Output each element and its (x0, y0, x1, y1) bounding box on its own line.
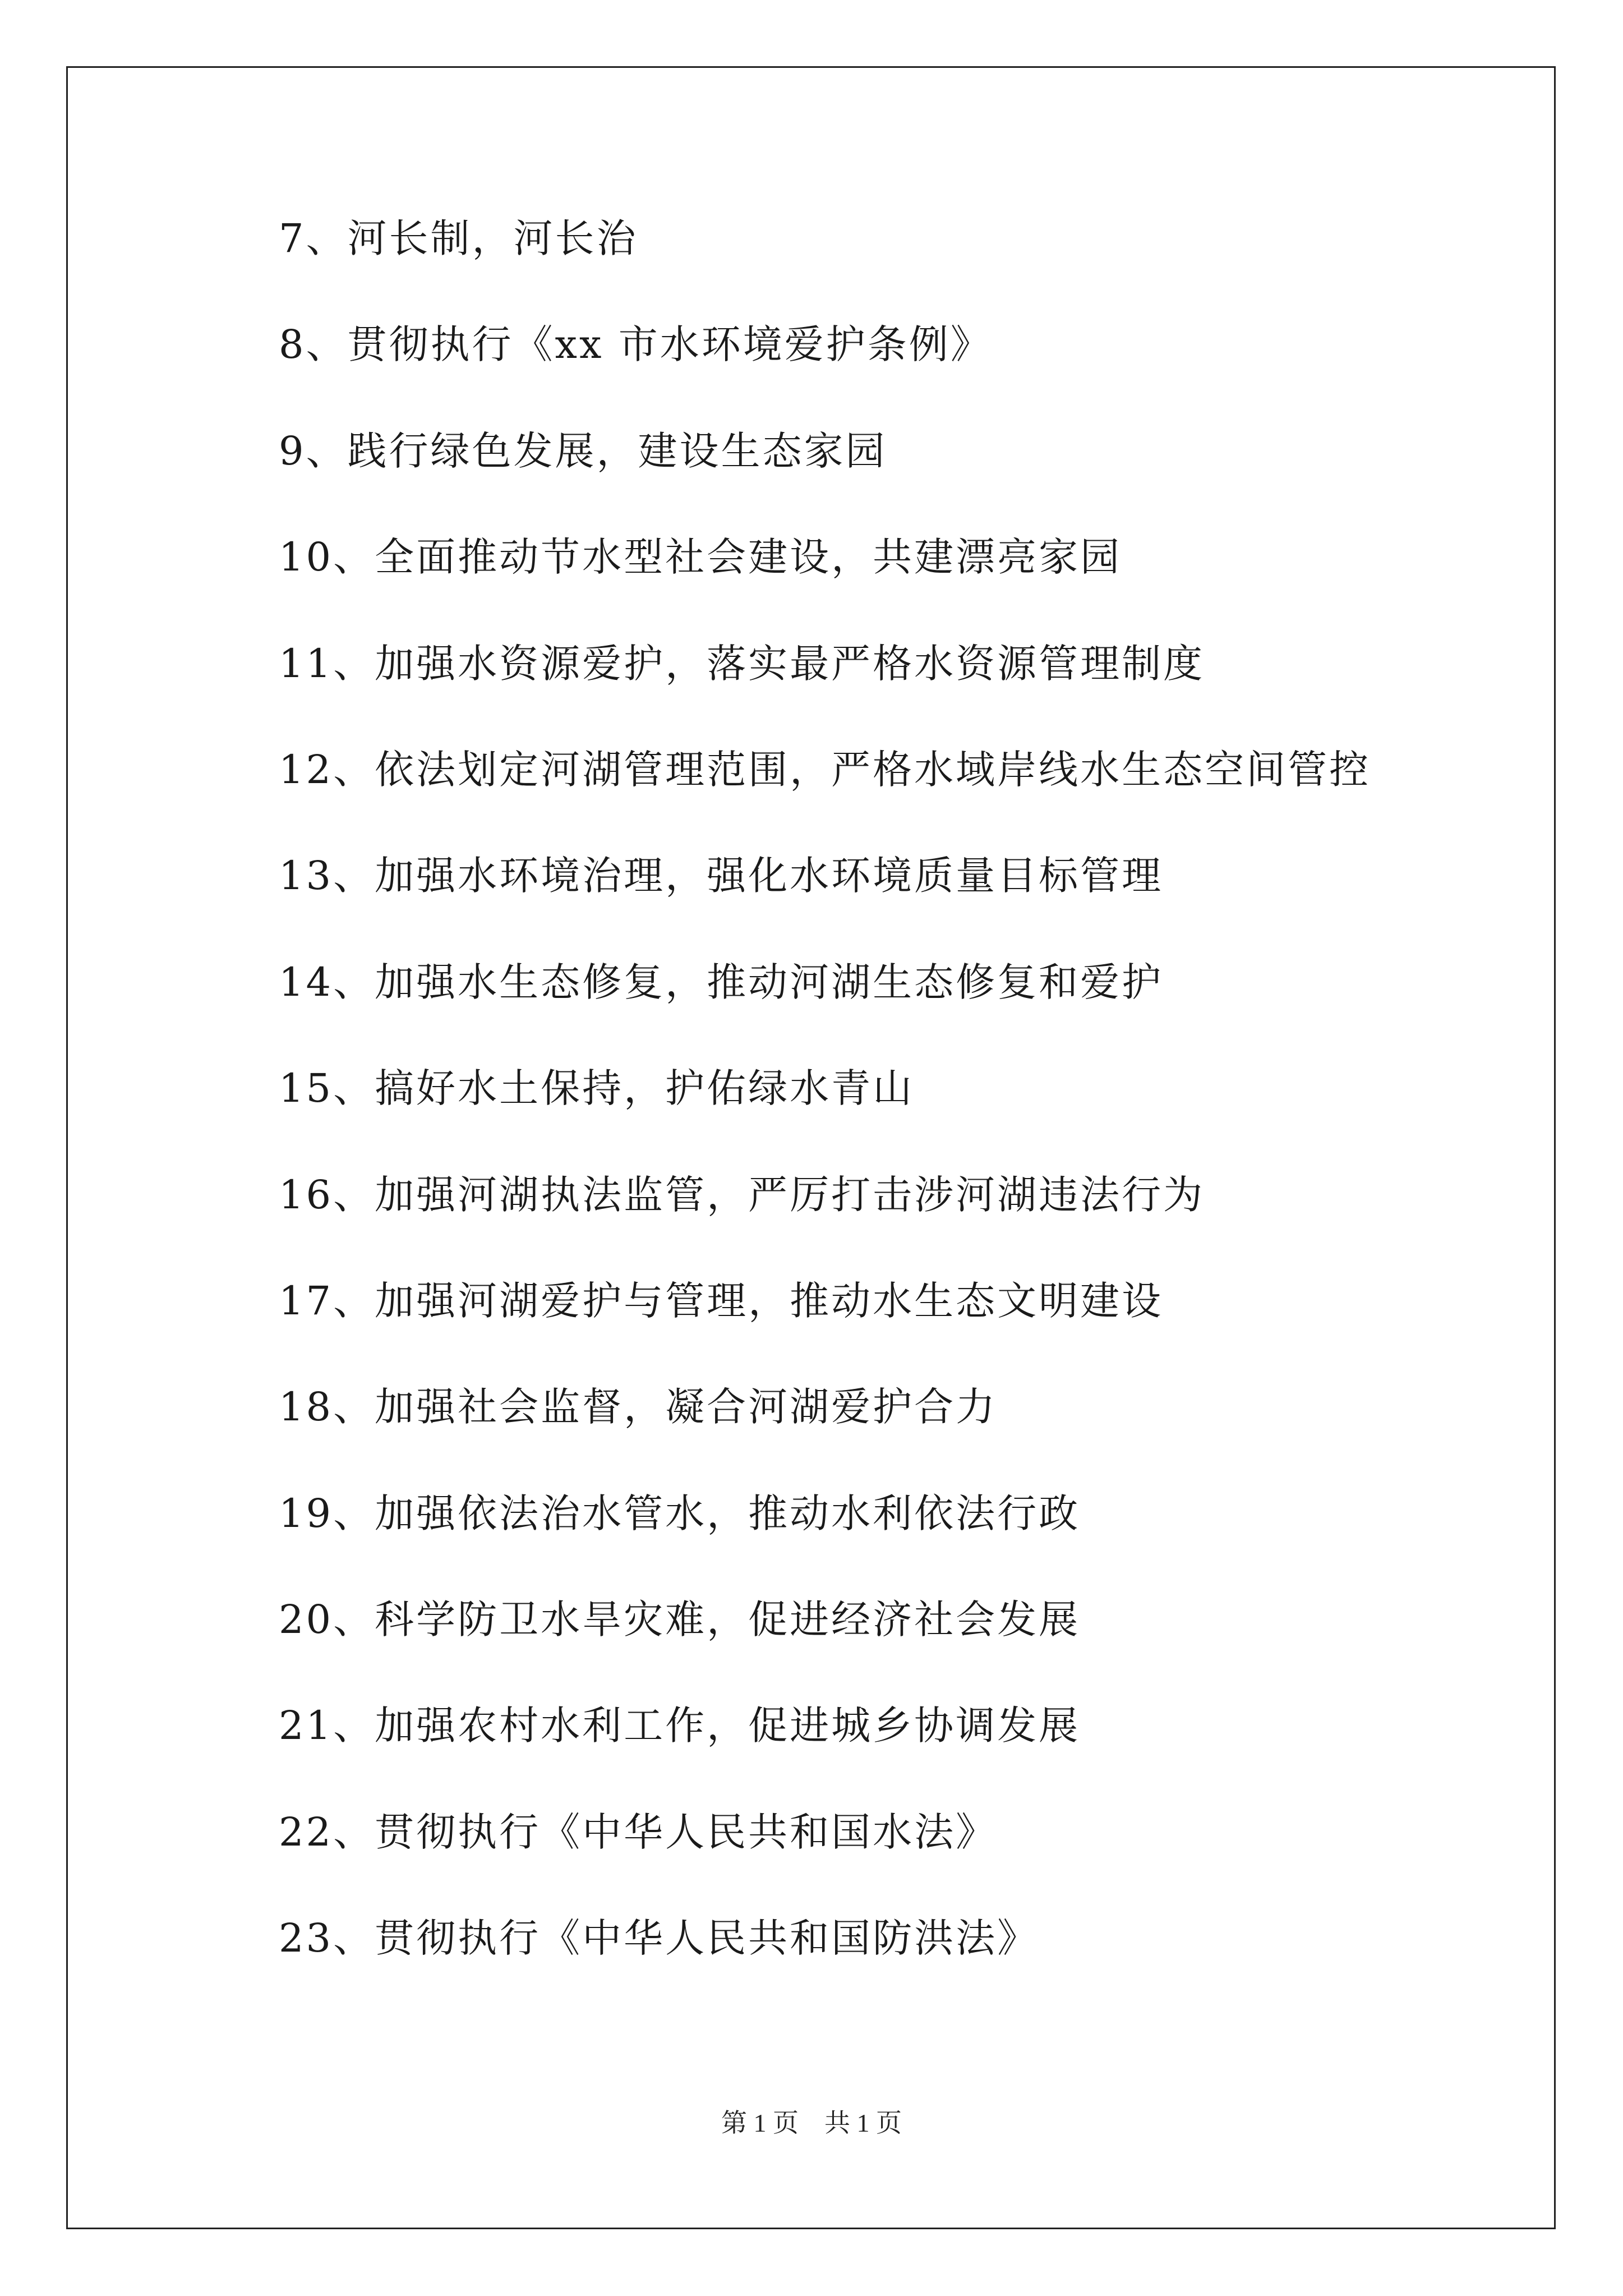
list-item: 9、践行绿色发展，建设生态家园 (279, 427, 887, 474)
list-item: 12、依法划定河湖管理范围，严格水域岸线水生态空间管控 (279, 746, 1371, 793)
list-item: 21、加强农村水利工作，促进城乡协调发展 (279, 1703, 1081, 1749)
list-item: 19、加强依法治水管水，推动水利依法行政 (279, 1490, 1081, 1536)
list-item: 17、加强河湖爱护与管理，推动水生态文明建设 (279, 1277, 1164, 1324)
list-item: 8、贯彻执行《xx 市水环境爱护条例》 (279, 321, 992, 368)
list-item: 15、搞好水土保持，护佑绿水青山 (279, 1065, 915, 1112)
list-item: 11、加强水资源爱护，落实最严格水资源管理制度 (279, 640, 1205, 687)
page-footer: 第 1 页 共 1 页 (721, 2109, 902, 2137)
list-item: 20、科学防卫水旱灾难，促进经济社会发展 (279, 1596, 1081, 1643)
list-item: 18、加强社会监督，凝合河湖爱护合力 (279, 1384, 998, 1430)
list-item: 23、贯彻执行《中华人民共和国防洪法》 (279, 1915, 1039, 1962)
list-item: 13、加强水环境治理，强化水环境质量目标管理 (279, 853, 1164, 899)
list-item: 7、河长制，河长治 (279, 215, 638, 261)
list-item: 14、加强水生态修复，推动河湖生态修复和爱护 (279, 959, 1164, 1005)
list-item: 22、贯彻执行《中华人民共和国水法》 (279, 1809, 998, 1855)
list-item: 10、全面推动节水型社会建设，共建漂亮家园 (279, 534, 1122, 581)
slogan-list (279, 215, 1371, 2025)
list-item: 16、加强河湖执法监管，严厉打击涉河湖违法行为 (279, 1171, 1205, 1218)
